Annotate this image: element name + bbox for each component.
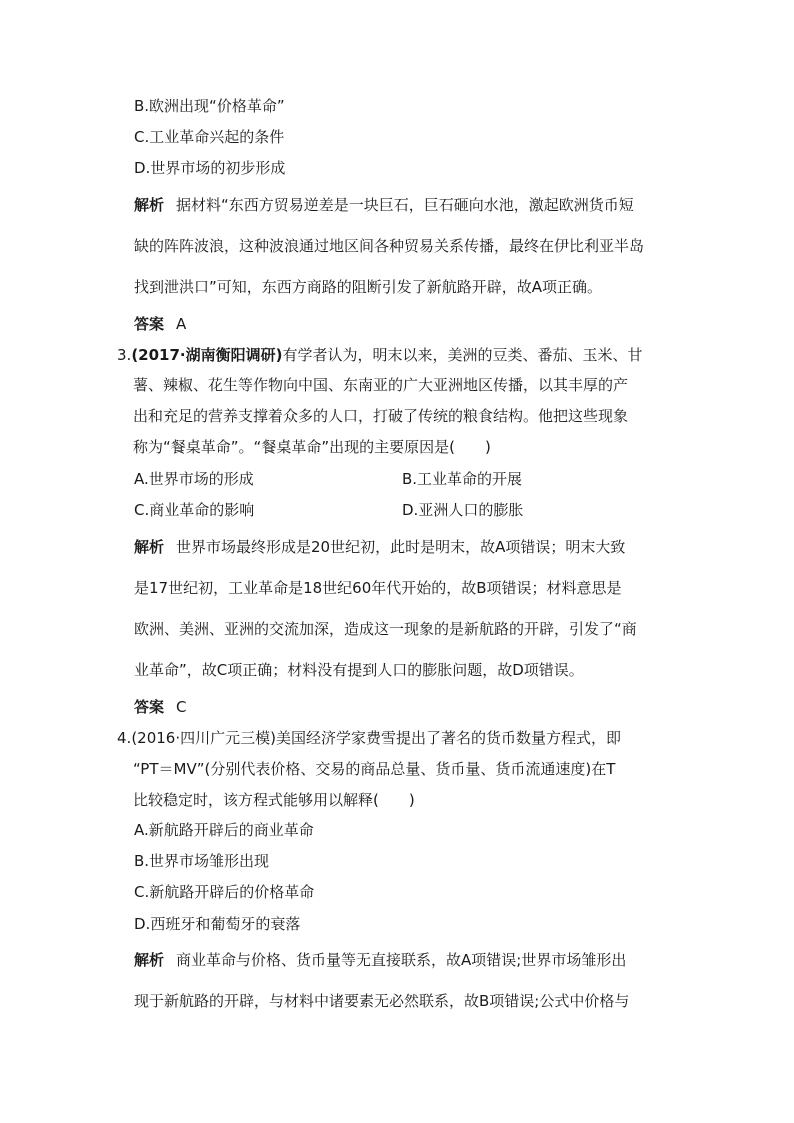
q2-option-b: B.欧洲出现“价格革命”	[134, 97, 285, 115]
q2-answer-value: A	[176, 315, 187, 333]
q3-stem-line-4: 称为“餐桌革命”。“餐桌革命”出现的主要原因是( )	[133, 438, 491, 456]
q2-analysis-line-1	[134, 195, 634, 215]
q3-source: (2017·湖南衡阳调研)	[131, 346, 283, 364]
q2-analysis-text-1: 据材料“东西方贸易逆差是一块巨石，巨石砸向水池，激起欧洲货币短	[176, 196, 634, 214]
q4-stem-line-2: “PT＝MV”(分别代表价格、交易的商品总量、货币量、货币流通速度)在T	[133, 760, 616, 778]
q4-analysis-label: 解析	[134, 951, 165, 969]
q3-answer-value: C	[176, 698, 187, 716]
q3-answer-label: 答案	[134, 698, 165, 716]
q2-option-c: C.工业革命兴起的条件	[134, 128, 285, 146]
q3-option-a: A.世界市场的形成	[134, 470, 254, 488]
q4-analysis-line-1	[134, 950, 626, 970]
q3-answer	[134, 697, 187, 717]
q3-analysis-line-2: 是17世纪初，工业革命是18世纪60年代开始的，故B项错误；材料意思是	[134, 579, 622, 597]
q3-number: 3.	[117, 346, 132, 364]
q4-analysis-text-1: 商业革命与价格、货币量等无直接联系，故A项错误;世界市场雏形出	[176, 951, 627, 969]
q2-analysis-line-3: 找到泄洪口”可知，东西方商路的阻断引发了新航路开辟，故A项正确。	[134, 278, 603, 296]
q4-option-c: C.新航路开辟后的价格革命	[134, 883, 315, 901]
q4-number: 4.	[117, 729, 132, 747]
q3-stem-line-1	[117, 345, 643, 365]
q4-option-a: A.新航路开辟后的商业革命	[134, 821, 314, 839]
q3-analysis-line-4: 业革命”，故C项正确；材料没有提到人口的膨胀问题，故D项错误。	[134, 661, 584, 679]
q4-option-d: D.西班牙和葡萄牙的衰落	[134, 915, 301, 933]
q3-analysis-line-3: 欧洲、美洲、亚洲的交流加深，造成这一现象的是新航路的开辟，引发了“商	[134, 620, 637, 638]
q2-answer-label: 答案	[134, 315, 165, 333]
q3-option-b: B.工业革命的开展	[402, 470, 523, 488]
q3-option-c: C.商业革命的影响	[134, 501, 255, 519]
q3-analysis-line-1	[134, 537, 625, 557]
q2-analysis-label: 解析	[134, 196, 165, 214]
q4-source: (2016·四川广元三模)	[131, 729, 276, 747]
q2-analysis-line-2: 缺的阵阵波浪，这种波浪通过地区间各种贸易关系传播，最终在伊比利亚半岛	[134, 237, 645, 255]
q4-stem-text-1: 美国经济学家费雪提出了著名的货币数量方程式，即	[275, 729, 621, 747]
q3-analysis-label: 解析	[134, 538, 165, 556]
q2-option-d: D.世界市场的初步形成	[134, 159, 286, 177]
q4-stem-line-1	[117, 728, 621, 748]
q3-stem-line-2: 薯、辣椒、花生等作物向中国、东南亚的广大亚洲地区传播，以其丰厚的产	[133, 376, 629, 394]
q3-stem-text-1: 有学者认为，明末以来，美洲的豆类、番茄、玉米、甘	[282, 346, 643, 364]
q3-option-d: D.亚洲人口的膨胀	[402, 501, 524, 519]
q4-stem-line-3: 比较稳定时，该方程式能够用以解释( )	[133, 791, 415, 809]
q4-analysis-line-2: 现于新航路的开辟，与材料中诸要素无必然联系，故B项错误;公式中价格与	[134, 992, 630, 1010]
q2-answer	[134, 314, 186, 334]
q3-stem-line-3: 出和充足的营养支撑着众多的人口，打破了传统的粮食结构。他把这些现象	[133, 407, 629, 425]
q3-analysis-text-1: 世界市场最终形成是20世纪初，此时是明末，故A项错误；明末大致	[176, 538, 626, 556]
q4-option-b: B.世界市场雏形出现	[134, 852, 270, 870]
